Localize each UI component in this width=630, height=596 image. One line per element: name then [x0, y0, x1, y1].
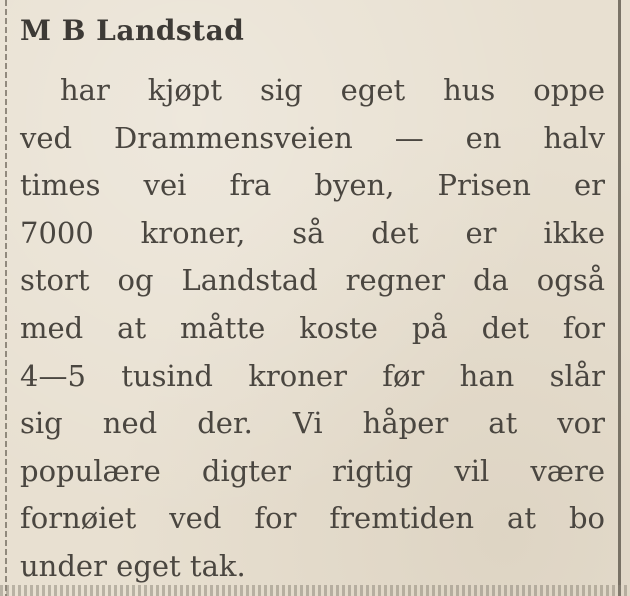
article-line: ved Drammensveien — en halv	[20, 120, 605, 155]
article-line: har kjøpt sig eget hus oppe	[60, 73, 605, 107]
article-body	[20, 67, 605, 591]
article-line: under eget tak.	[20, 548, 246, 583]
article-line: sig ned der. Vi håper at vor	[20, 406, 605, 441]
article-line: populære digter rigtig vil være	[20, 453, 605, 488]
article-line: times vei fra byen, Prisen er	[20, 168, 605, 203]
article-line: stort og Landstad regner da også	[20, 263, 605, 298]
left-column-rule	[5, 0, 7, 596]
article-line: 4—5 tusind kroner før han slår	[20, 358, 605, 393]
article-headline: M B Landstad	[20, 14, 245, 47]
article-line: 7000 kroner, så det er ikke	[20, 215, 605, 250]
article-line: med at måtte koste på det for	[20, 310, 605, 345]
right-column-rule	[618, 0, 621, 596]
article-line: fornøiet ved for fremtiden at bo	[20, 501, 605, 536]
